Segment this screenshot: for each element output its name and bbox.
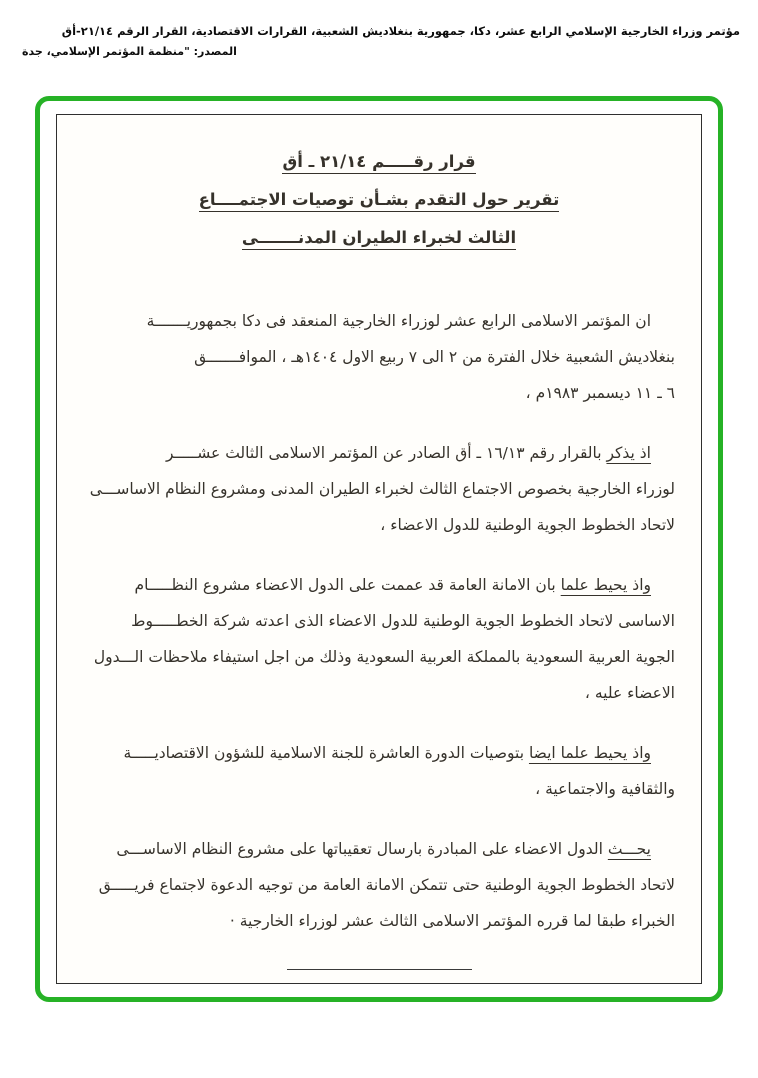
- paragraph-taking-note-also: [83, 735, 675, 807]
- paragraph-lead: يحـــث: [607, 840, 651, 858]
- paragraph-recalling: [83, 435, 675, 543]
- paragraph-line: بنغلاديش الشعبية خلال الفترة من ٢ الى ٧ ربيع الاول ١٤٠٤هـ ، الموافـــــــق: [194, 348, 675, 366]
- paragraph-line: الجوية العربية السعودية بالمملكة العربية السعودية وذلك من اجل استيفاء ملاحظات الـــدول: [93, 648, 675, 666]
- paragraph-urges: [83, 831, 675, 939]
- paragraph-text: بالقرار رقم ١٦/١٣ ـ أق الصادر عن المؤتمر الاسلامى الثالث عشـــــر: [165, 444, 607, 462]
- paragraph-preamble: [83, 303, 675, 411]
- paragraph-line: لاتحاد الخطوط الجوية الوطنية حتى تتمكن الامانة العامة من توجيه الدعوة لاجتماع فريـــــق: [98, 876, 675, 894]
- paragraph-text: بتوصيات الدورة العاشرة للجنة الاسلامية للشؤون الاقتصاديـــــة: [123, 744, 529, 762]
- paragraph-text: الدول الاعضاء على المبادرة بارسال تعقيباتها على مشروع النظام الاساســـى: [116, 840, 608, 858]
- scanned-document-page: [56, 114, 702, 984]
- paragraph-line: الاساسى لاتحاد الخطوط الجوية الوطنية للدول الاعضاء الذى اعدته شركة الخطـــــوط: [131, 612, 675, 630]
- paragraph-lead: واذ يحيط علما: [560, 576, 651, 594]
- resolution-subject-text-2: الثالث لخبراء الطيران المدنـــــــى: [242, 228, 516, 250]
- paragraph-taking-note: [83, 567, 675, 711]
- paragraph-lead: واذ يحيط علما ايضا: [528, 744, 651, 762]
- citation-line-2: المصدر: "منظمة المؤتمر الإسلامي، جدة: [22, 45, 237, 58]
- paragraph-line: لوزراء الخارجية بخصوص الاجتماع الثالث لخبراء الطيران المدنى ومشروع النظام الاساســـى: [89, 480, 675, 498]
- paragraph-line: [83, 303, 675, 339]
- citation-header: [22, 22, 740, 58]
- paragraph-line: والثقافية والاجتماعية ،: [535, 780, 675, 798]
- paragraph-lead: اذ يذكر: [606, 444, 651, 462]
- highlight-frame: [35, 96, 723, 1002]
- paragraph-text: بان الامانة العامة قد عممت على الدول الاعضاء مشروع النظـــــام: [134, 576, 561, 594]
- resolution-subject-text-1: تقرير حول التقدم بشـأن توصيات الاجتمــــاع: [199, 190, 560, 212]
- paragraph-line: [83, 567, 675, 603]
- resolution-title: [83, 143, 675, 257]
- resolution-subject-line-2: [83, 219, 675, 257]
- paragraph-line: [83, 735, 675, 771]
- paragraph-line: لاتحاد الخطوط الجوية الوطنية للدول الاعضاء ،: [380, 516, 675, 534]
- paragraph-line: ٦ ـ ١١ ديسمبر ١٩٨٣م ،: [525, 384, 675, 402]
- citation-line-1: مؤتمر وزراء الخارجية الإسلامي الرابع عشر، دكا، جمهورية بنغلاديش الشعبية، القرارات الاقتصادية، القرار الرقم ٢١/١٤-أق: [61, 24, 740, 38]
- paragraph-line: الاعضاء عليه ،: [584, 684, 675, 702]
- paragraph-text: ان المؤتمر الاسلامى الرابع عشر لوزراء الخارجية المنعقد فى دكا بجمهوريـــــــة: [146, 312, 651, 330]
- resolution-number-text: قرار رقـــــم ٢١/١٤ ـ أق: [282, 152, 475, 174]
- end-rule: [287, 969, 472, 970]
- resolution-subject-line-1: [83, 181, 675, 219]
- paragraph-line: [83, 435, 675, 471]
- resolution-number-line: [83, 143, 675, 181]
- paragraph-line: [83, 831, 675, 867]
- paragraph-line: الخبراء طبقا لما قرره المؤتمر الاسلامى الثالث عشر لوزراء الخارجية ·: [229, 912, 675, 930]
